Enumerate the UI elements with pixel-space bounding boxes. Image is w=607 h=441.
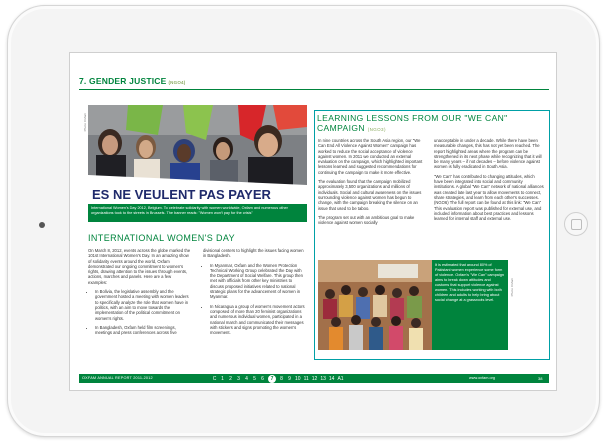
report-title: OXFAM ANNUAL REPORT 2011-2012 [82,376,153,380]
womens-day-col-left [88,248,191,339]
womens-day-continued: divisional centers to highlight the issues facing women in Bangladesh. [203,248,304,259]
we-can-col-right [434,138,544,225]
group-photo-caption: It is estimated that around 80% of Pakistani women experience some form of violence. Oxfam's "We Can" campaign aims to break down attitudes and customs that support violence against women. This includes working with both children and adults to help bring about social change at a grassroots level. [432,260,508,350]
section-title: 7. GENDER JUSTICE (NGO4) [79,76,186,86]
list-item: • In Bolivia, the legislative assembly and the government hosted a meeting with women leaders to specifically analyze the role that women have in politics, with an aim to move towards the implementation of the political commitment on women's rights. [95,289,191,321]
camera-icon [39,222,45,228]
womens-day-col-right [203,248,307,339]
page-link-12[interactable]: 12 [311,376,318,382]
divider [79,89,549,90]
report-page [69,52,557,391]
page-navigation [212,375,344,383]
paragraph: "We Can" has contributed to changing attitudes, which have been integrated into social and community institutions. A global "We Can" network of national alliances was created late last year to allow movements to connect, share strategies, and learn from each other's successes. (NGO6) The full report can be found at this link: "We Can" This evaluation report was published for external use, and included information about best practices and lessons learned for internal staff and external use. [434,173,544,222]
page-link-6[interactable]: 6 [261,376,264,382]
womens-day-heading: INTERNATIONAL WOMEN'S DAY [88,233,236,243]
page-link-current[interactable]: 7 [268,375,276,383]
website-link[interactable]: www.oxfam.org [469,376,495,380]
page-link-3[interactable]: 3 [237,376,240,382]
page-link-5[interactable]: 5 [253,376,256,382]
page-number: 38 [538,376,543,381]
tablet-frame [7,5,600,437]
we-can-code: (NGO3) [367,127,386,132]
womens-day-intro: On March 8, 2012, events across the globe marked the 101st International Women's Day. In an amazing show of solidarity events around the world, Oxfam demonstrated our ongoing commitment to women's rights, drawing attention to the issues through events, actions, marches and panels. Here are a few examples: [88,248,191,285]
page-link-14[interactable]: 14 [328,376,335,382]
page-link-c[interactable]: C [212,376,217,382]
protest-photo [88,105,307,217]
footer-bar [79,374,549,383]
group-photo [318,260,432,350]
group-photo-image [318,260,432,350]
photo-credit: Photo: Oxfam [510,278,514,297]
page-link-a1[interactable]: A1 [337,376,344,382]
paragraph: In nine countries across the South Asia region, our "We Can End All Violence Against Women" campaign has worked to reduce the social acceptance of violence against women. In 2011 we conducted an external evaluation on the campaign, which highlighted important lessons learned and suggested recommendations for continuing the campaign to make it more effective. [318,138,423,175]
photo-caption: International Women's Day 2012, Belgium. To celebrate solidarity with women worldwide, Oxfam and numerous other organizations took to the streets in Brussels. The banner reads: "Women won't pay for the crisis" [88,204,307,222]
paragraph: unacceptable in under a decade. While there have been measurable changes, this has not yet been reached. The report highlighted areas where the program can be strengthened in its next phase while recognizing that it will be many years – if not decades – before violence against women is fully eradicated in South Asia. [434,138,542,170]
page-link-4[interactable]: 4 [245,376,248,382]
list-item: • In Bangladesh, Oxfam held film screenings, meetings and press conferences across five [95,325,191,336]
page-link-11[interactable]: 11 [303,376,309,382]
list-item: • In Myanmar, Oxfam and the Women Protection Technical Working Group celebrated the Day with the Department of Social Welfare. This group then met with officials from other key ministries to discuss proposed initiatives related to national strategic plans for the advancement of women in Myanmar. [210,263,307,300]
page-link-8[interactable]: 8 [280,376,283,382]
photo-credit: Photo: Oxfam [83,113,87,132]
paragraph: The program set out with an ambitious goal to make violence against women socially [318,214,415,226]
page-link-10[interactable]: 10 [295,376,301,382]
page-link-1[interactable]: 1 [221,376,224,382]
we-can-col-left [318,138,426,229]
protest-photo-image [88,105,307,217]
list-item: • In Nicaragua a group of women's movement actors composed of more than 20 feminist organizations and numerous individual women, participated in a national march and communicated their messages with stickers and signs promoting the women's movement. [210,304,307,336]
we-can-heading: LEARNING LESSONS FROM OUR "WE CAN" CAMPAIGN (NGO3) [317,113,508,133]
section-code: (NGO4) [168,80,186,85]
home-button[interactable] [564,212,588,236]
paragraph: The evaluation found that the campaign mobilized approximately 3,500 organizations and millions of individuals. Social and cultural awareness on the issues surrounding violence against women has begun to change, with the campaign breaking the silence on an issue that used to be taboo. [318,179,422,211]
page-link-9[interactable]: 9 [288,376,291,382]
page-link-13[interactable]: 13 [320,376,326,382]
banner-text: ES NE VEULENT PAS PAYER [92,187,271,202]
page-link-2[interactable]: 2 [229,376,232,382]
